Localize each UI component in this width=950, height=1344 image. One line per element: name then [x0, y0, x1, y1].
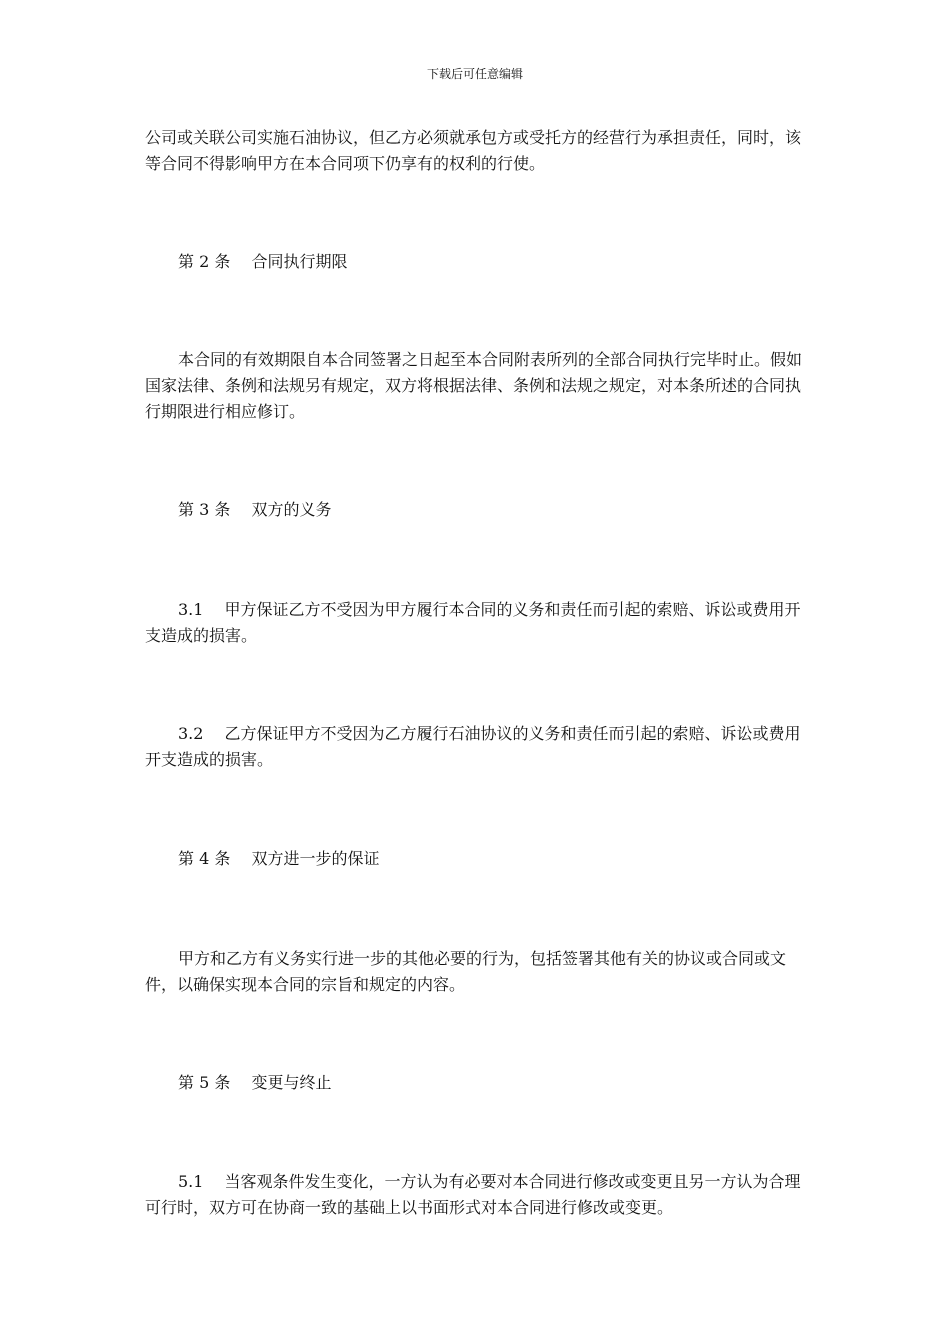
article-4-heading: 第 4 条 双方进一步的保证	[178, 849, 380, 868]
article-2-body: 本合同的有效期限自本合同签署之日起至本合同附表所列的全部合同执行完毕时止。假如国家法律、条例和法规另有规定，双方将根据法律、条例和法规之规定，对本条所述的合同执行期限进行相应修订。	[145, 350, 803, 421]
article-5-heading: 第 5 条 变更与终止	[178, 1073, 332, 1092]
clause-3-1: 3.1 甲方保证乙方不受因为甲方履行本合同的义务和责任而引起的索赔、诉讼或费用开支造成的损害。	[145, 600, 801, 645]
clause-3-2: 3.2 乙方保证甲方不受因为乙方履行石油协议的义务和责任而引起的索赔、诉讼或费用开支造成的损害。	[145, 724, 801, 769]
paragraph-continuation: 公司或关联公司实施石油协议，但乙方必须就承包方或受托方的经营行为承担责任，同时，该等合同不得影响甲方在本合同项下仍享有的权利的行使。	[145, 128, 802, 173]
clause-5-1: 5.1 当客观条件发生变化，一方认为有必要对本合同进行修改或变更且另一方认为合理可行时，双方可在协商一致的基础上以书面形式对本合同进行修改或变更。	[145, 1172, 801, 1217]
page-header: 下载后可任意编辑	[426, 67, 523, 81]
article-3-heading: 第 3 条 双方的义务	[178, 500, 332, 519]
article-4-body: 甲方和乙方有义务实行进一步的其他必要的行为，包括签署其他有关的协议或合同或文件，以确保实现本合同的宗旨和规定的内容。	[145, 949, 787, 994]
article-2-heading: 第 2 条 合同执行期限	[178, 252, 348, 271]
